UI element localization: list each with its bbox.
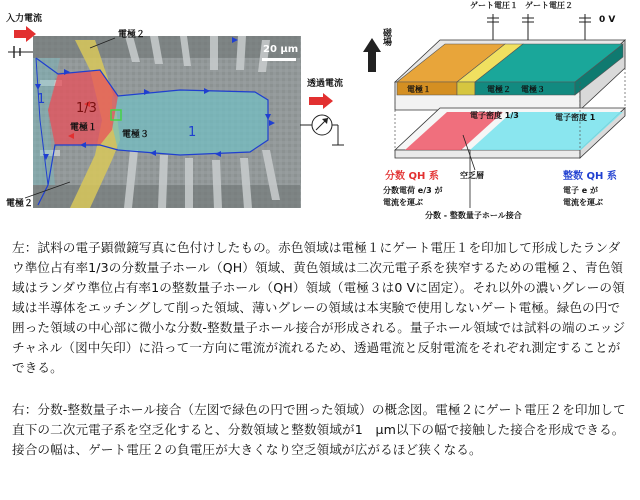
electrode3-label: 電極３ xyxy=(122,130,150,140)
electrode2-label: 電極２ xyxy=(487,85,511,94)
density-one-label: 電子密度 1 xyxy=(555,113,596,122)
fqh-system-label: 分数 QH 系 xyxy=(385,171,439,182)
density-one-third-label: 電子密度 1/3 xyxy=(470,111,519,120)
gate-voltage1-label: ゲート電圧１ xyxy=(470,1,518,10)
gate-voltage2-label: ゲート電圧２ xyxy=(525,1,573,10)
caption-left: 左：試料の電子顕微鏡写真に色付けしたもの。赤色領域は電極１にゲート電圧１を印加して形成したランダウ準位占有率1/3の分数量子ホール（QH）領域、黄色領域は二次元電子系を狭窄するための電極２、青色領域はランダウ準位占有率1の整数量子ホール（QH）領域（電極３は0 Vに固定）。それ以外の濃いグレーの領域は半導体をエッチングして削った領域、薄いグレーの領域は本実験で使用しないゲート電極。緑色の円で囲った領域の中心部に微小な分数-整数量子ホール接合が形成される。量子ホール領域では試料の端のエッジチャネル（図中矢印）に沿って一方向に電流が流れるため、透過電流と反射電流をそれぞれ測定することができる。 xyxy=(12,240,626,375)
right-figure xyxy=(345,0,640,230)
transmitted-current-label: 透過電流 xyxy=(307,79,344,89)
electrode1-label: 電極１ xyxy=(70,123,98,133)
scale-bar-label: 20 μm xyxy=(263,44,299,55)
electrode3-label: 電極３ xyxy=(521,85,545,94)
fqh-desc-line2: 電流を運ぶ xyxy=(383,198,423,207)
fqh-desc-line1: 分数電荷 e/3 が xyxy=(383,186,443,195)
electrode1-label: 電極１ xyxy=(407,85,431,94)
depletion-layer-label: 空乏層 xyxy=(460,171,484,180)
input-current-label: 入力電流 xyxy=(6,14,43,24)
filling-one-right-label: 1 xyxy=(188,125,197,140)
transmitted-current-arrow-icon xyxy=(309,93,333,109)
iqh-system-label: 整数 QH 系 xyxy=(563,171,617,182)
input-current-arrow-icon xyxy=(14,26,36,42)
zero-volt-label: 0 V xyxy=(599,15,616,25)
filling-one-third-label: 1/3 xyxy=(76,101,97,116)
magnetic-field-label: 磁場 xyxy=(381,28,391,46)
sem-micrograph xyxy=(0,0,345,225)
iqh-desc-line1: 電子 e が xyxy=(563,186,598,195)
electrode2-bottom-label: 電極２ xyxy=(6,199,34,209)
junction-label: 分数 - 整数量子ホール接合 xyxy=(425,211,522,220)
left-figure xyxy=(0,0,345,225)
iqh-desc-line2: 電流を運ぶ xyxy=(563,198,603,207)
electrode2-top-label: 電極２ xyxy=(118,30,146,40)
caption-right: 右：分数-整数量子ホール接合（左図で緑色の円で囲った領域）の概念図。電極２にゲート電圧２を印加して直下の二次元電子系を空乏化すると、分数領域と整数領域が1 μm以下の幅で接触した接合を形成できる。接合の幅は、ゲート電圧２の負電圧が大きくなり空乏領域が広がるほど狭くなる。 xyxy=(12,402,626,457)
filling-one-left-label: 1 xyxy=(37,92,46,107)
